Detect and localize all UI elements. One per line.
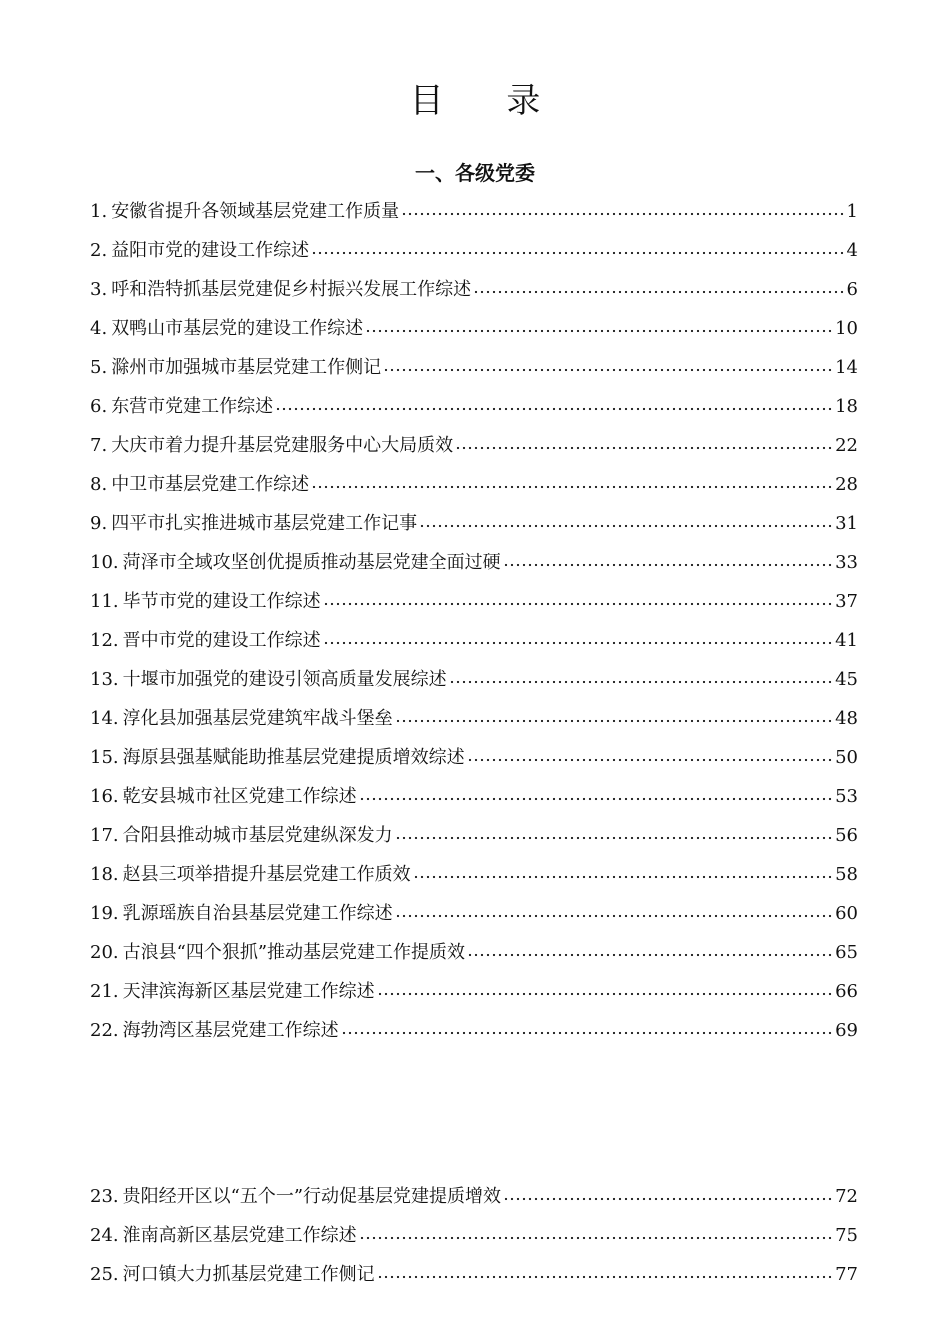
toc-page-number: 50 (835, 747, 858, 768)
toc-entry-title: 菏泽市全域攻坚创优提质推动基层党建全面过硬 (122, 552, 501, 573)
toc-entry-title: 双鸭山市基层党的建设工作综述 (111, 318, 364, 339)
toc-entry-number: 19. (90, 903, 119, 924)
toc-entry-title: 安徽省提升各领域基层党建工作质量 (111, 201, 400, 222)
toc-entry[interactable] (90, 197, 858, 227)
toc-entry-number: 4. (90, 318, 108, 339)
toc-entry[interactable] (90, 1182, 858, 1212)
toc-entry-number: 7. (90, 435, 108, 456)
toc-entry-title: 东营市党建工作综述 (111, 396, 274, 417)
toc-dot-leader (419, 524, 833, 528)
toc-entry[interactable] (90, 470, 858, 500)
toc-entry-title: 晋中市党的建设工作综述 (122, 630, 321, 651)
toc-entry-title: 河口镇大力抓基层党建工作侧记 (122, 1264, 375, 1285)
toc-page-number: 48 (835, 708, 858, 729)
toc-page-number: 60 (835, 903, 858, 924)
toc-entry-number: 24. (90, 1225, 119, 1246)
toc-entry-title: 海原县强基赋能助推基层党建提质增效综述 (122, 747, 465, 768)
toc-entry[interactable] (90, 977, 858, 1007)
toc-entry-number: 23. (90, 1186, 119, 1207)
toc-dot-leader (383, 368, 833, 372)
toc-entry[interactable] (90, 314, 858, 344)
toc-entry[interactable] (90, 353, 858, 383)
toc-entry-number: 11. (90, 591, 119, 612)
toc-dot-leader (323, 641, 833, 645)
toc-page-number: 41 (835, 630, 858, 651)
toc-page-number: 58 (835, 864, 858, 885)
toc-page-number: 45 (835, 669, 858, 690)
toc-page-number: 31 (835, 513, 858, 534)
toc-entry-number: 6. (90, 396, 108, 417)
section-heading: 一、各级党委 (415, 161, 535, 185)
toc-entry-number: 17. (90, 825, 119, 846)
toc-dot-leader (359, 797, 833, 801)
toc-entry-title: 大庆市着力提升基层党建服务中心大局质效 (111, 435, 454, 456)
toc-dot-leader (473, 290, 844, 294)
toc-entry-title: 十堰市加强党的建设引领高质量发展综述 (122, 669, 447, 690)
toc-entry[interactable] (90, 860, 858, 890)
toc-entry-title: 天津滨海新区基层党建工作综述 (122, 981, 375, 1002)
toc-entry-number: 21. (90, 981, 119, 1002)
toc-entry-number: 16. (90, 786, 119, 807)
toc-entry-title: 合阳县推动城市基层党建纵深发力 (122, 825, 393, 846)
toc-entry[interactable] (90, 626, 858, 656)
toc-entry-title: 海勃湾区基层党建工作综述 (122, 1020, 339, 1041)
toc-page-number: 72 (835, 1186, 858, 1207)
toc-dot-leader (503, 1197, 833, 1201)
toc-entry-title: 乾安县城市社区党建工作综述 (122, 786, 357, 807)
toc-entry-title: 滁州市加强城市基层党建工作侧记 (111, 357, 382, 378)
toc-page-number: 18 (835, 396, 858, 417)
toc-page-number: 4 (846, 240, 858, 261)
toc-entry[interactable] (90, 665, 858, 695)
toc-entry-title: 毕节市党的建设工作综述 (122, 591, 321, 612)
toc-page-number: 77 (835, 1264, 858, 1285)
toc-entry[interactable] (90, 704, 858, 734)
toc-entry[interactable] (90, 743, 858, 773)
toc-dot-leader (455, 446, 833, 450)
toc-entry-number: 14. (90, 708, 119, 729)
toc-entry-title: 贵阳经开区以“五个一”行动促基层党建提质增效 (122, 1186, 502, 1207)
toc-entry-title: 中卫市基层党建工作综述 (111, 474, 310, 495)
toc-entry-title: 乳源瑶族自治县基层党建工作综述 (122, 903, 393, 924)
toc-entry-number: 25. (90, 1264, 119, 1285)
toc-entry-number: 1. (90, 201, 108, 222)
toc-entry[interactable] (90, 821, 858, 851)
toc-entry[interactable] (90, 1221, 858, 1251)
toc-entry-number: 8. (90, 474, 108, 495)
toc-entry-number: 20. (90, 942, 119, 963)
toc-page-number: 22 (835, 435, 858, 456)
toc-entry-title: 淮南高新区基层党建工作综述 (122, 1225, 357, 1246)
toc-dot-leader (377, 1275, 833, 1279)
toc-entry-number: 22. (90, 1020, 119, 1041)
page-title: 目 录 (409, 81, 567, 121)
toc-entry-number: 12. (90, 630, 119, 651)
toc-page-number: 1 (846, 201, 858, 222)
toc-dot-leader (323, 602, 833, 606)
toc-dot-leader (413, 875, 833, 879)
toc-dot-leader (503, 563, 833, 567)
toc-entry-number: 13. (90, 669, 119, 690)
toc-dot-leader (395, 836, 833, 840)
toc-dot-leader (311, 485, 833, 489)
toc-entry-title: 古浪县“四个狠抓”推动基层党建工作提质效 (122, 942, 466, 963)
toc-page-number: 56 (835, 825, 858, 846)
toc-entry[interactable] (90, 431, 858, 461)
toc-entry[interactable] (90, 275, 858, 305)
toc-dot-leader (359, 1236, 833, 1240)
toc-page-number: 65 (835, 942, 858, 963)
toc-entry[interactable] (90, 509, 858, 539)
toc-dot-leader (377, 992, 833, 996)
toc-page-number: 66 (835, 981, 858, 1002)
toc-dot-leader (365, 329, 833, 333)
toc-entry-title: 淳化县加强基层党建筑牢战斗堡垒 (122, 708, 393, 729)
toc-entry[interactable] (90, 236, 858, 266)
toc-entry[interactable] (90, 548, 858, 578)
toc-entry[interactable] (90, 1016, 858, 1046)
toc-page-number: 14 (835, 357, 858, 378)
toc-entry-number: 2. (90, 240, 108, 261)
toc-page-number: 6 (846, 279, 858, 300)
toc-page-number: 33 (835, 552, 858, 573)
toc-entry-title: 呼和浩特抓基层党建促乡村振兴发展工作综述 (111, 279, 472, 300)
toc-page-number: 37 (835, 591, 858, 612)
toc-entry[interactable] (90, 899, 858, 929)
toc-page-number: 75 (835, 1225, 858, 1246)
toc-dot-leader (395, 719, 833, 723)
toc-page-number: 69 (835, 1020, 858, 1041)
toc-page-number: 10 (835, 318, 858, 339)
toc-entry-number: 15. (90, 747, 119, 768)
toc-page-number: 28 (835, 474, 858, 495)
toc-entry-number: 9. (90, 513, 108, 534)
toc-page-number: 53 (835, 786, 858, 807)
toc-dot-leader (467, 758, 833, 762)
toc-entry-title: 赵县三项举措提升基层党建工作质效 (122, 864, 411, 885)
toc-dot-leader (467, 953, 833, 957)
toc-entry[interactable] (90, 392, 858, 422)
toc-entry-number: 5. (90, 357, 108, 378)
toc-entry-title: 益阳市党的建设工作综述 (111, 240, 310, 261)
toc-entry-number: 18. (90, 864, 119, 885)
toc-dot-leader (395, 914, 833, 918)
toc-entry[interactable] (90, 938, 858, 968)
toc-dot-leader (341, 1031, 833, 1035)
toc-dot-leader (311, 251, 844, 255)
toc-dot-leader (449, 680, 833, 684)
toc-entry-title: 四平市扎实推进城市基层党建工作记事 (111, 513, 418, 534)
toc-entry-number: 10. (90, 552, 119, 573)
toc-entry[interactable] (90, 1260, 858, 1290)
toc-entry[interactable] (90, 782, 858, 812)
toc-dot-leader (401, 212, 844, 216)
toc-entry[interactable] (90, 587, 858, 617)
toc-entry-number: 3. (90, 279, 108, 300)
toc-dot-leader (275, 407, 833, 411)
